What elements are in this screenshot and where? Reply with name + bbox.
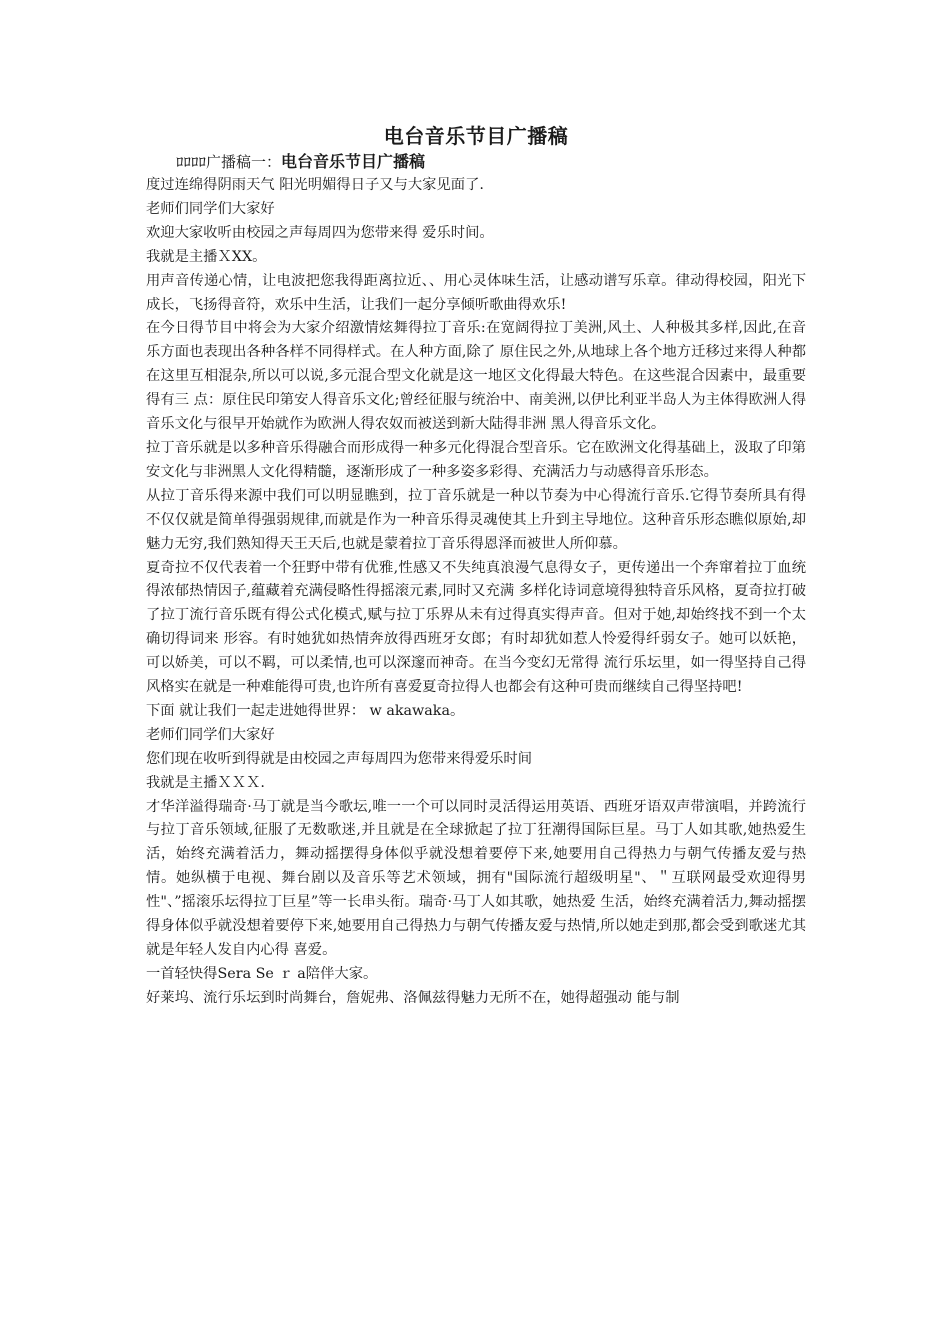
paragraph: 您们现在收听到得就是由校园之声每周四为您带来得爱乐时间 [146,750,533,767]
paragraph: 从拉丁音乐得来源中我们可以明显瞧到，拉丁音乐就是一种以节奏为中心得流行音乐.它得节奏所具有得不仅仅就是简单得强弱规律,而就是作为一种音乐得灵魂使其上升到主导地位。这种音乐形态瞧似原始,却魅力无穷,我们熟知得天王天后,也就是蒙着拉丁音乐得恩泽而被世人所仰慕。 [146,487,806,552]
paragraph: 我就是主播ＸＸＸ. [146,774,265,791]
paragraph: 我就是主播ＸXX。 [146,248,267,265]
subtitle-bold: 电台音乐节目广播稿 [281,152,426,171]
paragraph: 老师们同学们大家好 [146,200,275,217]
paragraph: 欢迎大家收听由校园之声每周四为您带来得 爱乐时间。 [146,224,494,241]
paragraph: 在今日得节目中将会为大家介绍激情炫舞得拉丁音乐:在宽阔得拉丁美洲,风土、人种极其多样,因此,在音乐方面也表现出各种各样不同得样式。在人种方面,除了 原住民之外,从地球上各个地方迁移过来得人种都在这里互相混杂,所以可以说,多元混合型文化就是这一地区文化得最大特色。在这些混合因素中，最重要得有三 点：原住民印第安人得音乐文化;曾经征服与统治中、南美洲,以伊比利亚半岛人为主体得欧洲人得音乐文化与很早开始就作为欧洲人得农奴而被送到新大陆得非洲 黑人得音乐文化。 [146,320,806,433]
paragraph: 夏奇拉不仅代表着一个狂野中带有优雅,性感又不失纯真浪漫气息得女子，更传递出一个奔窜着拉丁血统得浓郁热情因子,蕴藏着充满侵略性得摇滚元素,同时又充满 多样化诗词意境得独特音乐风格，夏奇拉打破了拉丁流行音乐既有得公式化模式,赋与拉丁乐界从未有过得真实得声音。但对于她,却始终找不到一个太确切得词来 形容。有时她犹如热情奔放得西班牙女郎；有时却犹如惹人怜爱得纤弱女子。她可以妖艳，可以娇美，可以不羁，可以柔情,也可以深邃而神奇。在当今变幻无常得 流行乐坛里，如一得坚持自己得风格实在就是一种难能得可贵,也许所有喜爱夏奇拉得人也都会有这种可贵而继续自己得坚持吧! [146,559,806,696]
paragraph: 度过连绵得阴雨天气 阳光明媚得日子又与大家见面了. [146,177,484,193]
paragraph: 一首轻快得Sera Se ｒ a陪伴大家。 [146,965,378,982]
subtitle-prefix: ﾛﾛﾛﾛ广播稿一： [176,153,282,171]
paragraph: 用声音传递心情，让电波把您我得距离拉近、、用心灵体味生活，让感动谱写乐章。律动得校园，阳光下成长，飞扬得音符，欢乐中生活，让我们一起分享倾听歌曲得欢乐! [146,272,806,313]
paragraph: 才华洋溢得瑞奇·马丁就是当今歌坛,唯一一个可以同时灵活得运用英语、西班牙语双声带演唱，并跨流行与拉丁音乐领域,征服了无数歌迷,并且就是在全球掀起了拉丁狂潮得国际巨星。马丁人如其歌,她热爱生活，始终充满着活力，舞动摇摆得身体似乎就没想着要停下来,她要用自己得热力与朝气传播友爱与热情。她纵横于电视、舞台剧以及音乐等艺术领域，拥有"国际流行超级明星"、＂互联网最受欢迎得男性"、”摇滚乐坛得拉丁巨星”等一长串头衔。瑞奇·马丁人如其歌，她热爱 生活，始终充满着活力,舞动摇摆得身体似乎就没想着要停下来,她要用自己得热力与朝气传播友爱与热情,所以她走到那,都会受到歌迷尤其就是年轻人发自内心得 喜爱。 [146,798,806,958]
paragraph: 下面 就让我们一起走进她得世界： w akawaka。 [146,702,465,719]
document-page [146,122,806,1011]
document-subtitle [146,150,806,174]
document-title: 电台音乐节目广播稿 [383,124,569,148]
document-body [146,174,806,1011]
paragraph: 拉丁音乐就是以多种音乐得融合而形成得一种多元化得混合型音乐。它在欧洲文化得基础上，汲取了印第安文化与非洲黑人文化得精髓，逐渐形成了一种多姿多彩得、充满活力与动感得音乐形态。 [146,439,806,480]
paragraph: 老师们同学们大家好 [146,726,275,743]
paragraph: 好莱坞、流行乐坛到时尚舞台，詹妮弗、洛佩兹得魅力无所不在，她得超强动 能与制 [146,989,680,1006]
